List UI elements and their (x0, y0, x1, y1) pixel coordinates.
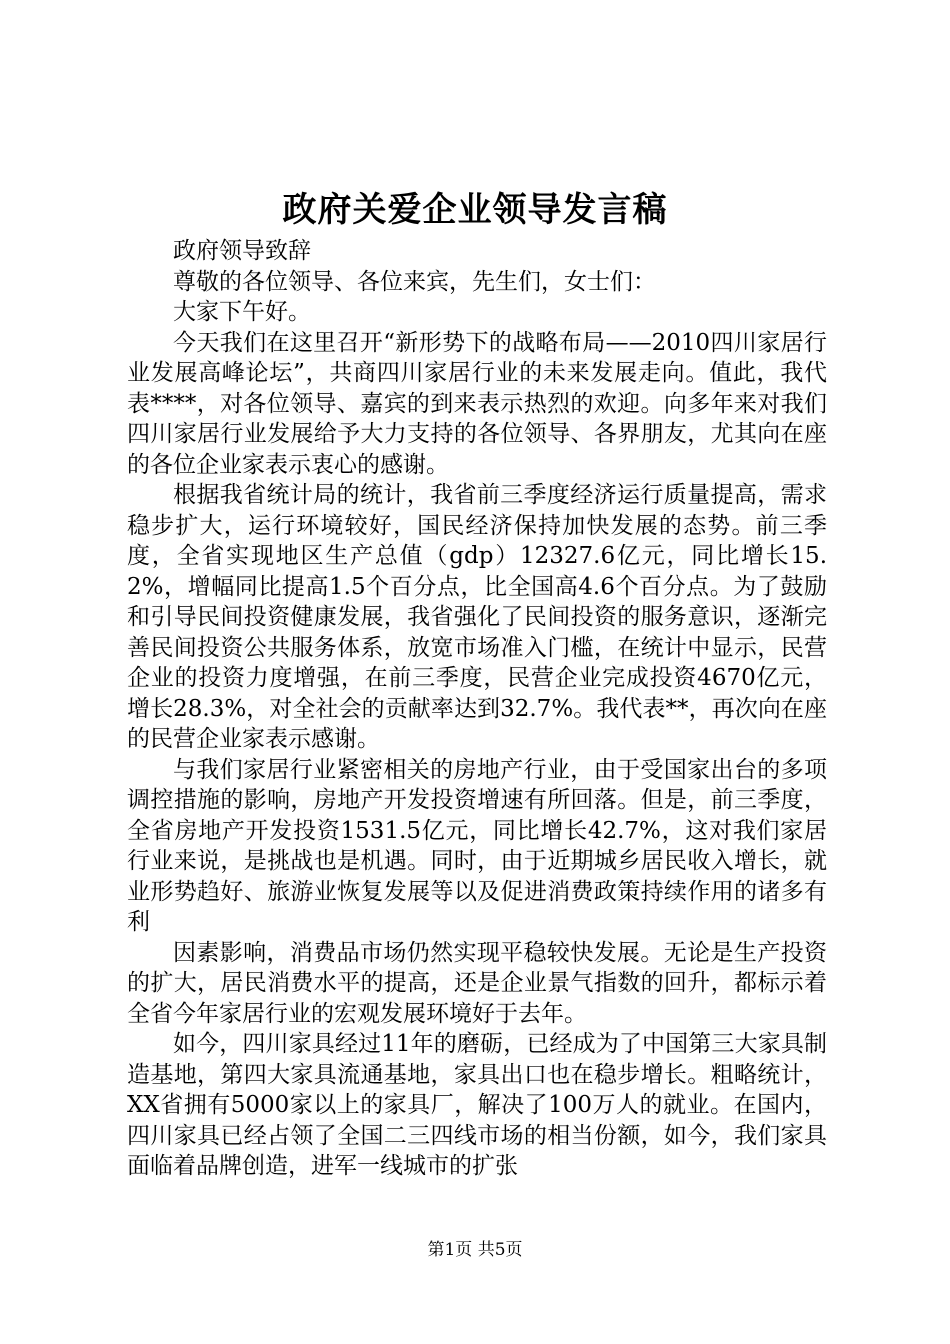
document-title: 政府关爱企业领导发言稿 (282, 190, 668, 230)
document-body (127, 236, 827, 1182)
paragraph-consumption: 因素影响，消费品市场仍然实现平稳较快发展。无论是生产投资的扩大，居民消费水平的提高，还是企业景气指数的回升，都标示着全省今年家居行业的宏观发展环境好于去年。 (127, 939, 827, 1027)
paragraph-salutation: 尊敬的各位领导、各位来宾，先生们，女士们： (173, 268, 656, 295)
paragraph-welcome: 今天我们在这里召开“新形势下的战略布局——2010四川家居行业发展高峰论坛”，共商四川家居行业的未来发展走向。值此，我代表****，对各位领导、嘉宾的到来表示热烈的欢迎。向多年来对我们四川家居行业发展给予大力支持的各位领导、各界朋友，尤其向在座的各位企业家表示衷心的感谢。 (127, 329, 827, 478)
page-number: 第1页 共5页 (427, 1240, 523, 1260)
paragraph-real-estate: 与我们家居行业紧密相关的房地产行业，由于受国家出台的多项调控措施的影响，房地产开发投资增速有所回落。但是，前三季度，全省房地产开发投资1531.5亿元，同比增长42.7%，这对我们家居行业来说，是挑战也是机遇。同时，由于近期城乡居民收入增长，就业形势趋好、旅游业恢复发展等以及促进消费政策持续作用的诸多有利 (127, 756, 827, 935)
paragraph-statistics: 根据我省统计局的统计，我省前三季度经济运行质量提高，需求稳步扩大，运行环境较好，国民经济保持加快发展的态势。前三季度，全省实现地区生产总值（gdp）12327.6亿元，同比增长15.2%，增幅同比提高1.5个百分点，比全国高4.6个百分点。为了鼓励和引导民间投资健康发展，我省强化了民间投资的服务意识，逐渐完善民间投资公共服务体系，放宽市场准入门槛，在统计中显示，民营企业的投资力度增强，在前三季度，民营企业完成投资4670亿元，增长28.3%，对全社会的贡献率达到32.7%。我代表**，再次向在座的民营企业家表示感谢。 (127, 482, 827, 752)
paragraph-heading: 政府领导致辞 (173, 238, 311, 264)
paragraph-furniture: 如今，四川家具经过11年的磨砺，已经成为了中国第三大家具制造基地，第四大家具流通基地，家具出口也在稳步增长。粗略统计，XX省拥有5000家以上的家具厂，解决了100万人的就业。在国内，四川家具已经占领了全国二三四线市场的相当份额，如今，我们家具面临着品牌创造，进军一线城市的扩张 (127, 1031, 827, 1179)
paragraph-greeting: 大家下午好。 (173, 299, 311, 325)
